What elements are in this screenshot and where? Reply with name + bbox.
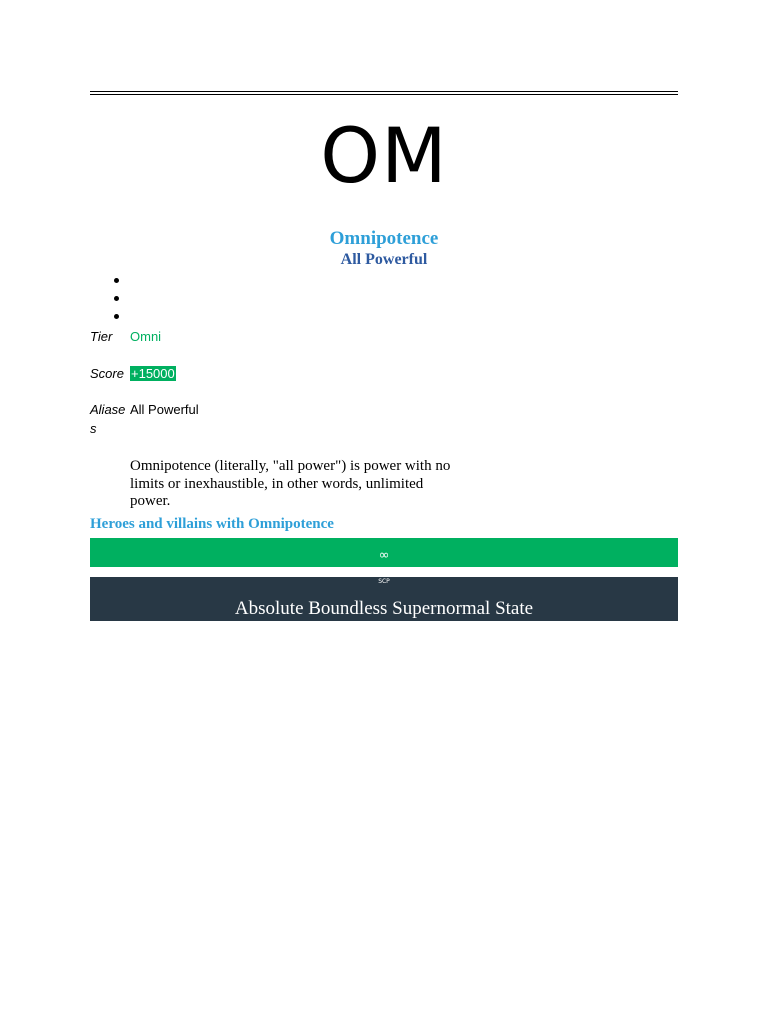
bullet-icon — [114, 296, 119, 301]
aliases-label: Aliases — [90, 402, 126, 436]
score-label: Score — [90, 366, 124, 381]
heroes-villains-link[interactable]: Heroes and villains with Omnipotence — [90, 516, 334, 532]
infinity-bar — [90, 538, 678, 567]
scp-banner — [90, 577, 678, 621]
tier-value: Omni — [130, 329, 162, 344]
bullet-icon — [114, 314, 119, 319]
power-subheading: All Powerful — [340, 251, 428, 268]
scp-tag: SCP — [378, 578, 390, 585]
top-rule — [90, 91, 678, 92]
infinity-icon: ∞ — [378, 548, 390, 563]
score-value: +15000 — [131, 366, 175, 381]
score-value-wrap — [130, 364, 176, 383]
top-rule-second — [90, 94, 678, 95]
scp-title: Absolute Boundless Supernormal State — [234, 598, 534, 619]
power-heading: Omnipotence — [329, 228, 439, 249]
page-title: OM — [320, 111, 448, 200]
bullet-icon — [114, 278, 119, 283]
tier-label: Tier — [90, 329, 113, 344]
description-text: Omnipotence (literally, "all power") is power with no limits or inexhaustible, in other words, unlimited power. — [130, 458, 451, 509]
aliases-value: All Powerful — [130, 402, 199, 417]
